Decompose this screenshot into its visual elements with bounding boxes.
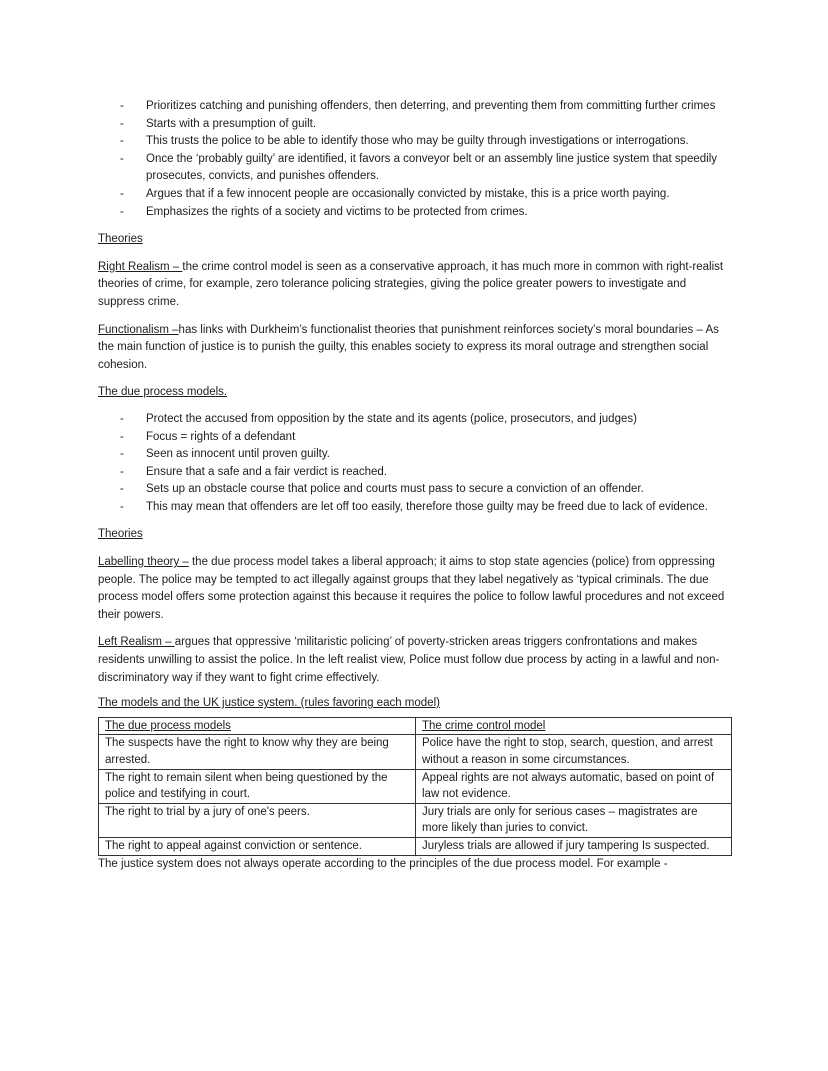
left-realism-term: Left Realism – <box>98 636 175 649</box>
labelling-theory-paragraph <box>98 554 734 624</box>
right-realism-text: the crime control model is seen as a conservative approach, it has much more in common with right-realist theories of crime, for example, zero tolerance policing strategies, giving the police greater powers to investigate and suppress crime. <box>98 260 724 308</box>
table-cell: Appeal rights are not always automatic, based on point of law not evidence. <box>416 769 732 803</box>
table-header-cell <box>99 717 416 735</box>
right-realism-paragraph <box>98 259 734 312</box>
table-cell: The suspects have the right to know why they are being arrested. <box>99 735 416 769</box>
labelling-theory-text: the due process model takes a liberal approach; it aims to stop state agencies (police) from oppressing people. The police may be tempted to act illegally against groups that they label negatively as ‘typical criminals. The due process model offers some protection against this because it requires the police to follow lawful procedures and not exceed their powers. <box>98 556 725 621</box>
due-process-list <box>98 411 734 517</box>
list-item: - Sets up an obstacle course that police and courts must pass to secure a conviction of an offender. <box>98 481 734 499</box>
theories-heading: Theories <box>98 233 143 246</box>
list-item: - Protect the accused from opposition by the state and its agents (police, prosecutors, and judges) <box>98 411 734 429</box>
due-process-heading: The due process models. <box>98 386 228 399</box>
list-item: - Ensure that a safe and a fair verdict is reached. <box>98 464 734 482</box>
table-cell: Juryless trials are allowed if jury tampering Is suspected. <box>416 837 732 855</box>
table-cell: The right to remain silent when being questioned by the police and testifying in court. <box>99 769 416 803</box>
table-row <box>99 769 732 803</box>
functionalism-paragraph <box>98 322 734 375</box>
closing-text: The justice system does not always operate according to the principles of the due process model. For example - <box>98 857 668 870</box>
table-header-row <box>99 717 732 735</box>
models-table <box>98 717 732 856</box>
table-heading: The models and the UK justice system. (rules favoring each model) <box>98 697 440 710</box>
table-cell: Jury trials are only for serious cases – magistrates are more likely than juries to convict. <box>416 803 732 837</box>
table-row <box>99 735 732 769</box>
functionalism-term: Functionalism – <box>98 323 179 336</box>
list-item: - Emphasizes the rights of a society and victims to be protected from crimes. <box>98 204 734 222</box>
table-row <box>99 837 732 855</box>
list-item: - This may mean that offenders are let off too easily, therefore those guilty may be freed due to lack of evidence. <box>98 499 734 517</box>
header-label: The due process models <box>105 719 231 732</box>
table-header-cell <box>416 717 732 735</box>
functionalism-text: has links with Durkheim’s functionalist theories that punishment reinforces society’s moral boundaries – As the main function of justice is to punish the guilty, this enables society to express its moral outrage and strengthen social cohesion. <box>98 323 719 371</box>
list-item: - Argues that if a few innocent people are occasionally convicted by mistake, this is a price worth paying. <box>98 186 734 204</box>
table-row <box>99 803 732 837</box>
table-cell: The right to appeal against conviction or sentence. <box>99 837 416 855</box>
list-item: - This trusts the police to be able to identify those who may be guilty through investigations or interrogations. <box>98 133 734 151</box>
table-cell: The right to trial by a jury of one's peers. <box>99 803 416 837</box>
header-label: The crime control model <box>422 719 546 732</box>
crime-control-list <box>98 98 734 221</box>
list-item: - Focus = rights of a defendant <box>98 429 734 447</box>
labelling-theory-term: Labelling theory – <box>98 556 189 569</box>
list-item: - Seen as innocent until proven guilty. <box>98 446 734 464</box>
list-item: - Once the ‘probably guilty’ are identified, it favors a conveyor belt or an assembly line justice system that speedily prosecutes, convicts, and punishes offenders. <box>98 151 734 186</box>
list-item: - Prioritizes catching and punishing offenders, then deterring, and preventing them from committing further crimes <box>98 98 734 116</box>
list-item: - Starts with a presumption of guilt. <box>98 116 734 134</box>
table-cell: Police have the right to stop, search, question, and arrest without a reason in some circumstances. <box>416 735 732 769</box>
right-realism-term: Right Realism – <box>98 260 183 273</box>
theories-heading: Theories <box>98 528 143 541</box>
document-body <box>98 98 734 873</box>
left-realism-text: argues that oppressive ‘militaristic policing’ of poverty-stricken areas triggers confrontations and makes residents unwilling to assist the police. In the left realist view, Police must follow due process by acting in a lawful and non-discriminatory way if they want to fight crime effectively. <box>98 636 720 684</box>
left-realism-paragraph <box>98 634 734 687</box>
